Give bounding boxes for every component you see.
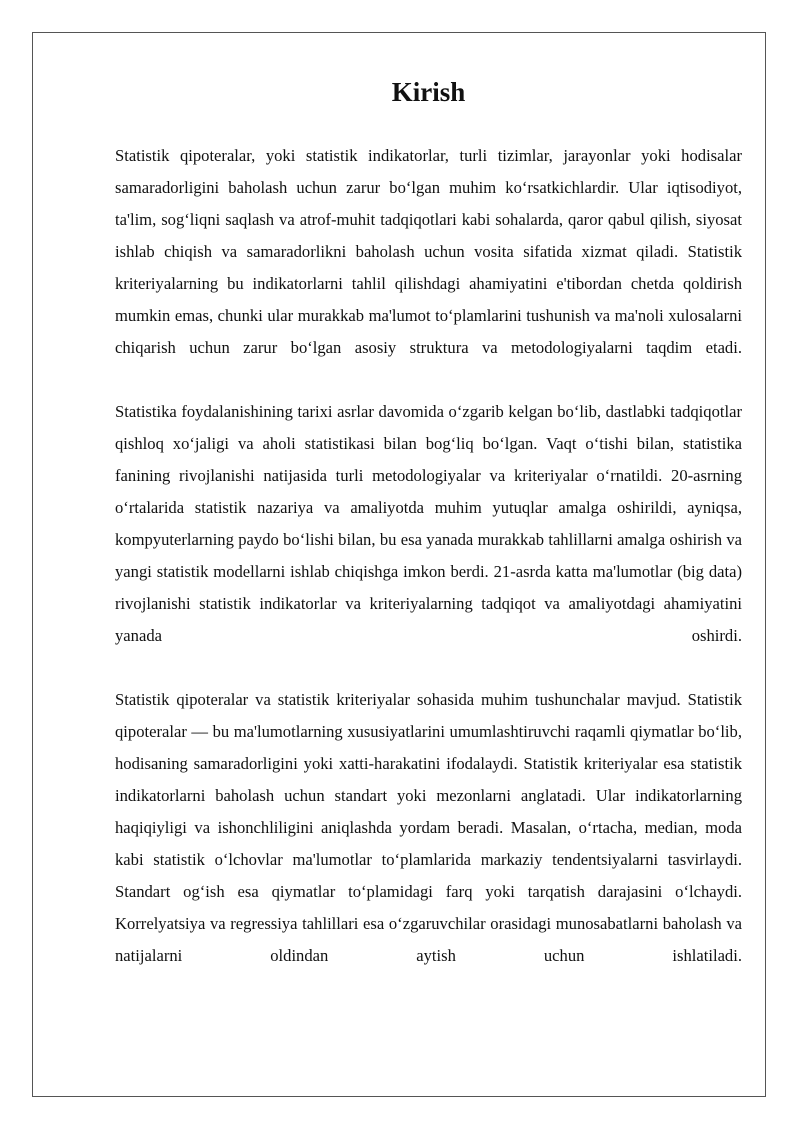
paragraph-history: Statistika foydalanishining tarixi asrlar davomida o‘zgarib kelgan bo‘lib, dastlabki tadqiqotlar qishloq xo‘jaligi va aholi statistikasi bilan bog‘liq bo‘lgan. Vaqt o‘tishi bilan, statistika fanining rivojlanishi natijasida turli metodologiyalar va kriteriyalar o‘rnatildi. 20-asrning o‘rtalarida statistik nazariya va amaliyotda muhim yutuqlar amalga oshirildi, ayniqsa, kompyuterlarning paydo bo‘lishi bilan, bu esa yanada murakkab tahlillarni amalga oshirish va yangi statistik modellarni ishlab chiqishga imkon berdi. 21-asrda katta ma'lumotlar (big data) rivojlanishi statistik indikatorlar va kriteriyalarning tadqiqot va amaliyotdagi ahamiyatini yanada oshirdi. — [115, 402, 742, 645]
document-body — [115, 74, 742, 972]
document-title: Kirish — [391, 77, 466, 107]
paragraph-intro: Statistik qipoteralar, yoki statistik indikatorlar, turli tizimlar, jarayonlar yoki hodisalar samaradorligini baholash uchun zarur bo‘lgan muhim ko‘rsatkichlardir. Ular iqtisodiyot, ta'lim, sog‘liqni saqlash va atrof-muhit tadqiqotlari kabi sohalarda, qaror qabul qilish, siyosat ishlab chiqish va samaradorlikni baholash uchun vosita sifatida xizmat qiladi. Statistik kriteriyalarning bu indikatorlarni tahlil qilishdagi ahamiyatini e'tibordan chetda qoldirish mumkin emas, chunki ular murakkab ma'lumot to‘plamlarini tushunish va ma'noli xulosalarni chiqarish uchun zarur bo‘lgan asosiy struktura va metodologiyalarni taqdim etadi. — [115, 146, 742, 357]
paragraph-concepts: Statistik qipoteralar va statistik kriteriyalar sohasida muhim tushunchalar mavjud. Statistik qipoteralar — bu ma'lumotlarning xususiyatlarini umumlashtiruvchi raqamli qiymatlar bo‘lib, hodisaning samaradorligini yoki xatti-harakatini ifodalaydi. Statistik kriteriyalar esa statistik indikatorlarni baholash uchun standart yoki mezonlarni anglatadi. Ular indikatorlarning haqiqiyligi va ishonchliligini aniqlashda yordam beradi. Masalan, o‘rtacha, median, moda kabi statistik o‘lchovlar ma'lumotlar to‘plamlarida markaziy tendentsiyalarni tasvirlaydi. Standart og‘ish esa qiymatlar to‘plamidagi farq yoki tarqatish darajasini o‘lchaydi. Korrelyatsiya va regressiya tahlillari esa o‘zgaruvchilar orasidagi munosabatlarni baholash va natijalarni oldindan aytish uchun ishlatiladi. — [115, 690, 742, 965]
